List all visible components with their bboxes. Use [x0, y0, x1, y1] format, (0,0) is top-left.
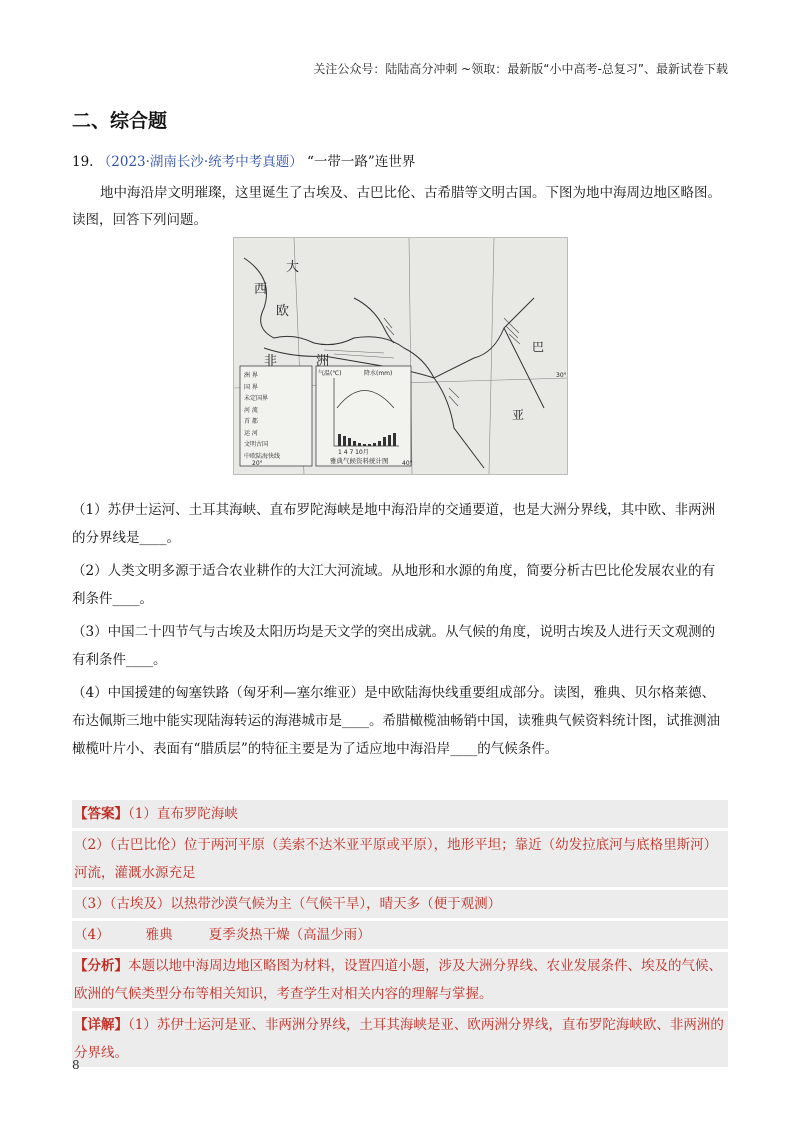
chart-x-ticks: 1 4 7 10月 [338, 449, 369, 456]
detail-text: （1）苏伊士运河是亚、非两洲分界线，土耳其海峡是亚、欧两洲分界线，直布罗陀海峡欧、非两洲的分界线。 [74, 1017, 724, 1061]
sub-question-4: （4）中国援建的匈塞铁路（匈牙利—塞尔维亚）是中欧陆海快线重要组成部分。读图，雅典、贝尔格莱德、布达佩斯三地中能实现陆海转运的海港城市是____。希腊橄榄油畅销中国，读雅典气候资料统计图，试推测油橄榄叶片小、表面有“腊质层”的特征主要是为了适应地中海沿岸____的气候条件。 [72, 685, 720, 757]
answer-4b: 夏季炎热干燥（高温少雨） [208, 927, 371, 943]
map-legend [244, 370, 280, 462]
detail-tag: 【详解】 [74, 1017, 128, 1033]
answer-line-4 [72, 921, 728, 949]
legend-item: 河 流 [244, 406, 258, 414]
answer-4a: 雅典 [145, 927, 173, 943]
answer-tag: 【答案】 [74, 806, 128, 822]
map-label-da: 大 [286, 260, 300, 275]
chart-title: 雅典气候资料统计图 [330, 457, 389, 465]
question-source: （2023·湖南长沙·统考中考真题） [97, 154, 303, 170]
answer-line-1 [72, 800, 728, 828]
legend-item: 运 河 [244, 429, 258, 437]
analysis-tag: 【分析】 [74, 958, 128, 974]
answer-1: （1）直布罗陀海峡 [128, 806, 238, 822]
chart-ylabel-left: 气温(℃) [318, 370, 342, 377]
map-coord-lon1: 20° [252, 460, 263, 467]
sub-question-1: （1）苏伊士运河、土耳其海峡、直布罗陀海峡是地中海沿岸的交通要道，也是大洲分界线，其中欧、非两洲的分界线是____。 [72, 502, 716, 546]
analysis-text: 本题以地中海周边地区略图为材料，设置四道小题，涉及大洲分界线、农业发展条件、埃及的气候、欧洲的气候类型分布等相关知识，考查学生对相关内容的理解与掌握。 [74, 958, 722, 1002]
map-label-ou: 欧 [276, 304, 290, 319]
map-label-ya: 亚 [512, 408, 525, 422]
sub-questions [72, 496, 728, 768]
answer-4-num: （4） [74, 927, 110, 943]
map-coord-lat: 30° [556, 372, 567, 379]
answer-3: （3）（古埃及）以热带沙漠气候为主（气候干旱），晴天多（便于观测） [72, 890, 728, 918]
analysis [72, 952, 728, 1008]
mediterranean-map [233, 237, 568, 475]
chart-ylabel-right: 降水(mm) [364, 370, 393, 377]
section-title: 二、综合题 [72, 110, 168, 132]
page-number: 8 [72, 1058, 80, 1072]
legend-item: 中欧陆海快线 [244, 452, 281, 460]
detail [72, 1011, 728, 1067]
map-label-zhou: 洲 [316, 354, 330, 369]
legend-item: 国 界 [244, 383, 258, 391]
answer-2: （2）（古巴比伦）位于两河平原（美索不达米亚平原或平原），地形平坦；靠近（幼发拉底河与底格里斯河）河流，灌溉水源充足 [72, 831, 728, 887]
sub-question-2: （2）人类文明多源于适合农业耕作的大江大河流域。从地形和水源的角度，简要分析古巴比伦发展农业的有利条件____。 [72, 563, 716, 607]
answer-block [72, 800, 728, 1070]
question-number: 19. [72, 154, 94, 170]
map-label-ba: 巴 [532, 340, 545, 354]
map-label-fei: 非 [264, 354, 278, 369]
question-topic: “一带一路”连世界 [307, 154, 416, 170]
question-heading [72, 150, 415, 170]
legend-item: 首 都 [244, 418, 258, 425]
page-header: 关注公众号：陆陆高分冲刺 ~领取：最新版“小中高考-总复习”、最新试卷下载 [313, 62, 728, 76]
legend-item: 未定国界 [244, 395, 269, 402]
map-coord-lon2: 40° [402, 460, 413, 467]
question-intro: 地中海沿岸文明璀璨，这里诞生了古埃及、古巴比伦、古希腊等文明古国。下图为地中海周边地区略图。读图，回答下列问题。 [72, 185, 721, 228]
map-label-xi: 西 [254, 282, 268, 297]
legend-item: 洲 界 [244, 372, 258, 379]
sub-question-3: （3）中国二十四节气与古埃及太阳历均是天文学的突出成就。从气候的角度，说明古埃及人进行天文观测的有利条件____。 [72, 624, 716, 668]
legend-item: 文明古国 [244, 441, 269, 448]
